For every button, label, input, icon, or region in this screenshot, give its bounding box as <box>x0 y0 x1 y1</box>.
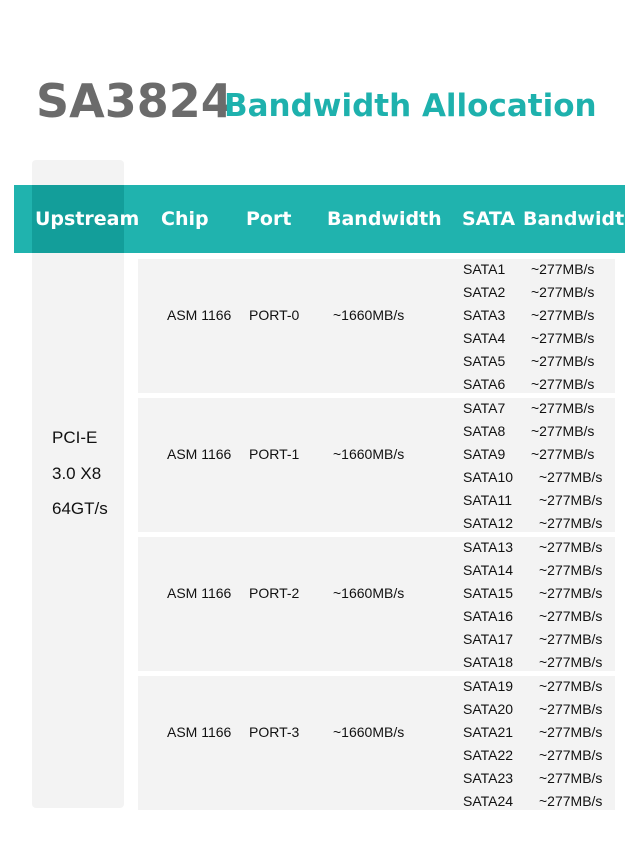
port-cell: PORT-3 <box>249 724 300 740</box>
sata-port-bandwidth: ~277MB/s <box>539 492 603 508</box>
chip-cell: ASM 1166 <box>167 585 232 601</box>
page-title: Bandwidth Allocation <box>224 88 597 124</box>
port-cell: PORT-1 <box>249 446 300 462</box>
port-bandwidth-cell: ~1660MB/s <box>333 307 405 323</box>
sata-port-bandwidth: ~277MB/s <box>531 400 595 416</box>
sata-port-name: SATA1 <box>463 261 506 277</box>
sata-port-name: SATA3 <box>463 307 506 323</box>
sata-port-name: SATA4 <box>463 330 506 346</box>
header-sata-bandwidth: Bandwidth <box>523 208 638 230</box>
port-group-0 <box>138 259 615 393</box>
header-upstream: Upstream <box>35 208 140 230</box>
sata-port-name: SATA10 <box>463 469 514 485</box>
sata-port-bandwidth: ~277MB/s <box>539 631 603 647</box>
sata-port-bandwidth: ~277MB/s <box>531 330 595 346</box>
sata-port-name: SATA23 <box>463 770 514 786</box>
sata-port-bandwidth: ~277MB/s <box>539 469 603 485</box>
sata-port-name: SATA19 <box>463 678 514 694</box>
sata-port-bandwidth: ~277MB/s <box>539 724 603 740</box>
port-group-1 <box>138 398 615 532</box>
sata-port-bandwidth: ~277MB/s <box>539 701 603 717</box>
sata-port-bandwidth: ~277MB/s <box>531 353 595 369</box>
sata-port-bandwidth: ~277MB/s <box>531 376 595 392</box>
sata-port-bandwidth: ~277MB/s <box>539 562 603 578</box>
sata-port-bandwidth: ~277MB/s <box>531 423 595 439</box>
sata-port-bandwidth: ~277MB/s <box>531 261 595 277</box>
sata-port-name: SATA21 <box>463 724 514 740</box>
sata-port-name: SATA9 <box>463 446 506 462</box>
model-title: SA3824 <box>36 74 233 128</box>
header-chip: Chip <box>161 208 209 230</box>
sata-port-name: SATA18 <box>463 654 514 670</box>
chip-cell: ASM 1166 <box>167 724 232 740</box>
port-bandwidth-cell: ~1660MB/s <box>333 585 405 601</box>
port-cell: PORT-2 <box>249 585 300 601</box>
sata-port-name: SATA17 <box>463 631 514 647</box>
chip-cell: ASM 1166 <box>167 307 232 323</box>
sata-port-bandwidth: ~277MB/s <box>539 585 603 601</box>
port-group-3 <box>138 676 615 810</box>
header-port: Port <box>246 208 292 230</box>
sata-port-name: SATA22 <box>463 747 514 763</box>
sata-port-name: SATA16 <box>463 608 514 624</box>
chip-cell: ASM 1166 <box>167 446 232 462</box>
sata-port-name: SATA5 <box>463 353 506 369</box>
port-bandwidth-cell: ~1660MB/s <box>333 446 405 462</box>
sata-port-name: SATA11 <box>463 492 513 508</box>
upstream-speed: 64GT/s <box>52 499 108 518</box>
sata-port-name: SATA2 <box>463 284 506 300</box>
sata-port-bandwidth: ~277MB/s <box>539 608 603 624</box>
upstream-version: 3.0 X8 <box>52 464 102 483</box>
sata-port-bandwidth: ~277MB/s <box>539 678 603 694</box>
sata-port-bandwidth: ~277MB/s <box>539 539 603 555</box>
sata-port-name: SATA7 <box>463 400 506 416</box>
sata-port-name: SATA8 <box>463 423 506 439</box>
sata-port-bandwidth: ~277MB/s <box>531 307 595 323</box>
sata-port-bandwidth: ~277MB/s <box>531 446 595 462</box>
sata-port-bandwidth: ~277MB/s <box>539 770 603 786</box>
port-bandwidth-cell: ~1660MB/s <box>333 724 405 740</box>
sata-port-name: SATA12 <box>463 515 514 531</box>
upstream-column <box>32 160 124 808</box>
header-bandwidth: Bandwidth <box>327 208 442 230</box>
port-group-2 <box>138 537 615 671</box>
sata-port-bandwidth: ~277MB/s <box>531 284 595 300</box>
sata-port-bandwidth: ~277MB/s <box>539 515 603 531</box>
port-cell: PORT-0 <box>249 307 300 323</box>
header-sata: SATA <box>462 208 516 230</box>
sata-port-name: SATA14 <box>463 562 514 578</box>
sata-port-name: SATA20 <box>463 701 514 717</box>
sata-port-name: SATA24 <box>463 793 514 809</box>
sata-port-bandwidth: ~277MB/s <box>539 654 603 670</box>
upstream-interface: PCI-E <box>52 428 98 447</box>
sata-port-name: SATA15 <box>463 585 514 601</box>
sata-port-name: SATA6 <box>463 376 506 392</box>
sata-port-bandwidth: ~277MB/s <box>539 793 603 809</box>
sata-port-name: SATA13 <box>463 539 514 555</box>
sata-port-bandwidth: ~277MB/s <box>539 747 603 763</box>
